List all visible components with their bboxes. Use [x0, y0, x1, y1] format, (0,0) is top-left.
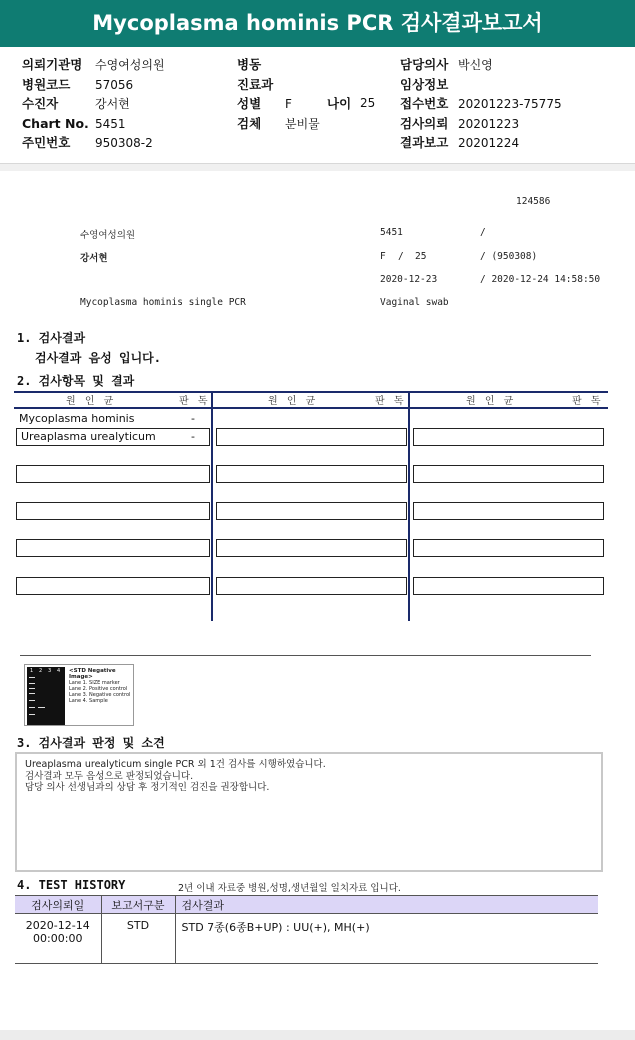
history-header-row: [15, 896, 598, 914]
comment-line: Ureaplasma urealyticum single PCR 외 1건 검사를 시행하였습니다.: [25, 759, 326, 770]
gel-band: [29, 700, 35, 701]
result-cell-empty: [413, 502, 604, 520]
gel-band: [29, 683, 35, 684]
summary-sex: F: [380, 251, 386, 262]
gel-caption-line: Lane 1. SIZE marker: [69, 680, 120, 686]
section-3-heading: 3. 검사결과 판정 및 소견: [17, 736, 165, 750]
summary-test-name: Mycoplasma hominis single PCR: [80, 297, 246, 308]
gel-image-caption: [69, 668, 133, 704]
gel-band: [29, 714, 35, 715]
result-cell-empty: [16, 502, 210, 520]
gel-lane-number: 4: [57, 668, 61, 674]
grid-header-bottom-line: [14, 407, 608, 409]
section-4-heading: 4. TEST HISTORY: [17, 878, 126, 892]
section-2-heading: 2. 검사항목 및 결과: [17, 374, 135, 388]
gel-band: [38, 707, 45, 708]
header-field-department: 진료과: [237, 76, 274, 92]
history-table: [15, 895, 598, 964]
history-result: STD 7종(6종B+UP) : UU(+), MH(+): [175, 914, 598, 964]
report-title: Mycoplasma hominis PCR 검사결과보고서: [0, 0, 635, 47]
summary-report-datetime: / 2020-12-24 14:58:50: [480, 274, 601, 285]
result-cell-empty: [413, 577, 604, 595]
section-1-result: 검사결과 음성 입니다.: [35, 351, 162, 365]
result-cell-empty: [16, 465, 210, 483]
summary-institution: 수영여성의원: [80, 230, 136, 241]
header-column-3: [400, 55, 562, 153]
gel-band: [29, 677, 35, 678]
result-cell-empty: [216, 428, 407, 446]
result-grid: [14, 391, 608, 621]
comment-line: 검사결과 모두 음성으로 판정되었습니다.: [25, 770, 194, 782]
gel-caption-title: <STD Negative Image>: [69, 668, 116, 680]
history-date: [15, 914, 101, 964]
result-item-judge: -: [191, 430, 195, 443]
history-note: 2년 이내 자료중 병원,성명,생년월일 일치자료 입니다.: [178, 883, 401, 894]
grid-header-pathogen: 원 인 균: [466, 396, 517, 407]
header-field-sex: 성별 F: [237, 96, 292, 111]
result-cell-empty: [413, 539, 604, 557]
summary-patient: 강서현: [80, 253, 108, 264]
header-field-chart-no: Chart No. 5451: [22, 115, 126, 131]
summary-chart-no: 5451: [380, 227, 403, 238]
history-type: STD: [101, 914, 175, 964]
header-divider: [0, 163, 635, 171]
summary-code: 124586: [516, 196, 551, 207]
result-cell-empty: [413, 465, 604, 483]
section-1-heading: 1. 검사결과: [17, 331, 86, 345]
history-date-time: 00:00:00: [33, 932, 83, 945]
gel-band: [29, 707, 35, 708]
history-date-day: 2020-12-14: [25, 919, 90, 932]
gel-caption-line: Lane 4. Sample: [69, 698, 108, 704]
result-cell-empty: [216, 502, 407, 520]
gel-image-frame: [20, 655, 591, 731]
grid-header-pathogen: 원 인 균: [66, 396, 117, 407]
history-col-type: 보고서구분: [101, 896, 175, 914]
grid-column-divider: [211, 391, 213, 621]
header-field-report-date: 결과보고 20201224: [400, 135, 520, 150]
comment-line: 담당 의사 선생님과의 상담 후 정기적인 검진을 권장합니다.: [25, 782, 270, 793]
summary-age: 25: [415, 251, 427, 262]
grid-column-divider: [408, 391, 410, 621]
grid-header-judge: 판 독: [179, 396, 211, 407]
gel-image: [24, 664, 134, 726]
summary-separator: /: [480, 227, 486, 238]
summary-request-date: 2020-12-23: [380, 274, 438, 285]
gel-band: [29, 688, 35, 689]
summary-specimen: Vaginal swab: [380, 297, 449, 308]
gel-caption-line: Lane 3. Negative control: [69, 692, 131, 698]
header-field-resident-no: 주민번호 950308-2: [22, 135, 153, 150]
gel-lane-number: 3: [48, 668, 52, 674]
summary-birth: / (950308): [480, 251, 538, 262]
header-field-age: 나이 25: [327, 96, 376, 111]
history-col-result: 검사결과: [175, 896, 598, 914]
result-cell-empty: [216, 539, 407, 557]
summary-separator: /: [398, 251, 404, 262]
comment-box: [15, 752, 603, 872]
header-field-doctor: 담당의사 박신영: [400, 57, 493, 72]
result-item-name: Ureaplasma urealyticum: [16, 428, 210, 446]
header-field-institution: 의뢰기관명 수영여성의원: [22, 57, 165, 72]
header-field-patient: 수진자 강서현: [22, 96, 130, 111]
header-field-receipt-no: 접수번호 20201223-75775: [400, 96, 562, 111]
result-item-judge: -: [191, 412, 195, 425]
grid-header-judge: 판 독: [572, 396, 604, 407]
gel-lane-number: 2: [39, 668, 43, 674]
history-col-date: 검사의뢰일: [15, 896, 101, 914]
header-field-hospital-code: 병원코드 57056: [22, 76, 134, 92]
result-cell-empty: [216, 577, 407, 595]
gel-electrophoresis-picture: [27, 667, 65, 725]
header-field-clinical-info: 임상정보: [400, 76, 449, 92]
grid-header-pathogen: 원 인 균: [268, 396, 319, 407]
gel-caption-line: Lane 2. Positive control: [69, 686, 128, 692]
result-cell-empty: [16, 539, 210, 557]
result-cell-empty: [413, 428, 604, 446]
result-item-name: Mycoplasma hominis: [19, 412, 135, 425]
history-row: [15, 914, 598, 964]
header-field-ward: 병동: [237, 57, 262, 72]
header-field-specimen: 검체 분비물: [237, 115, 320, 131]
result-cell-empty: [216, 465, 407, 483]
grid-header-judge: 판 독: [375, 396, 407, 407]
result-cell-empty: [16, 577, 210, 595]
header-field-request-date: 검사의뢰 20201223: [400, 115, 520, 131]
gel-lane-number: 1: [30, 668, 34, 674]
footer-strip: [0, 1030, 635, 1040]
gel-band: [29, 693, 35, 694]
